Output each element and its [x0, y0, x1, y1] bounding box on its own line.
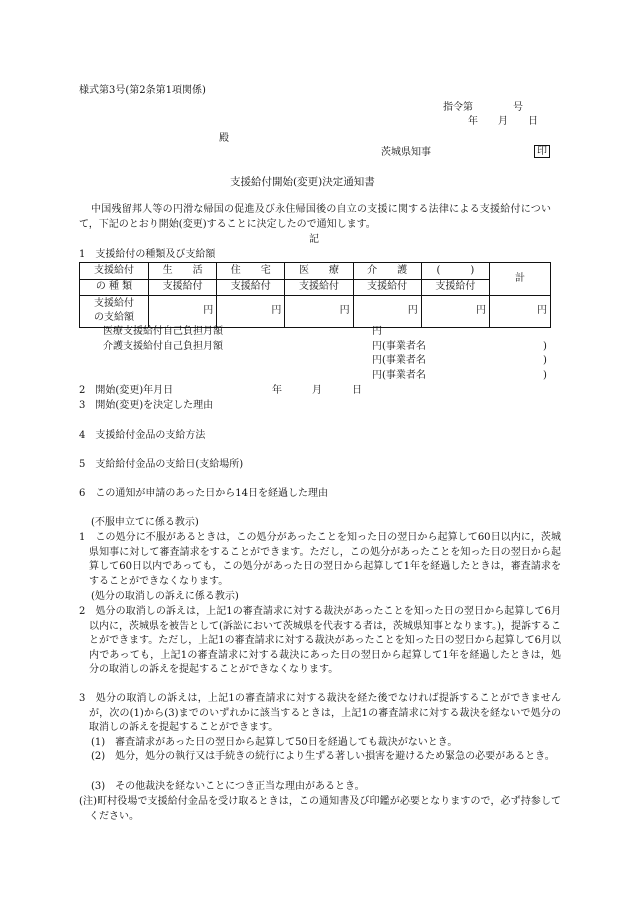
table-header-row [80, 280, 551, 296]
medical-copay-label: 医療支援給付自己負担月額 [103, 326, 223, 337]
close-paren-3: ) [543, 370, 547, 381]
lawsuit-paragraph-3: 3 処分の取消しの訴えは，上記1の審査請求に対する裁決を経た後でなければ提訴することができませんが，次の(1)から(3)までのいずれかに該当するときは，上記1の審査請求に対する裁決を経ないで処分の取消しの訴えを提起することができます。 [79, 693, 561, 733]
page-title: 支援給付開始(変更)決定通知書 [230, 176, 375, 188]
table-row [80, 295, 551, 327]
seal-mark [534, 145, 550, 160]
col-other-bottom: 支援給付 [421, 280, 489, 296]
amount-total: 円 [490, 295, 551, 327]
issue-date: 年 月 日 [468, 116, 538, 127]
medical-copay-yen: 円 [372, 326, 382, 337]
col-care-top: 介 護 [353, 263, 421, 280]
total-header: 計 [490, 263, 551, 296]
benefit-table [79, 262, 551, 328]
form-number: 様式第3号(第2条第1項関係) [79, 85, 206, 96]
care-copay-operator-3: 円(事業者名 [372, 370, 426, 381]
col-housing-bottom: 支援給付 [217, 280, 285, 296]
table-header-row [80, 263, 551, 280]
amount-header: 支援給付 の支給額 [80, 295, 149, 327]
intro-paragraph: 中国残留邦人等の円滑な帰国の促進及び永住帰国後の自立の支援に関する法律による支援給付について，下記のとおり開始(変更)することに決定したので通知します。 [79, 204, 551, 230]
addressee-suffix: 殿 [219, 133, 229, 144]
section-1-heading: 1 支援給付の種類及び支給額 [79, 249, 216, 260]
col-care-bottom: 支援給付 [353, 280, 421, 296]
col-housing-top: 住 宅 [217, 263, 285, 280]
col-living-bottom: 支援給付 [149, 280, 217, 296]
governor-name: 茨城県知事 [381, 147, 431, 158]
col-medical-bottom: 支援給付 [285, 280, 353, 296]
lawsuit-paragraph-2: 2 処分の取消しの訴えは，上記1の審査請求に対する裁決があったことを知った日の翌日から起算して6月以内に，茨城県を被告として(訴訟において茨城県を代表する者は，茨城県知事となります。)，提訴することができます。ただし，上記1の審査請求に対する裁決があったことを知った日の翌日から起算して6月以内であっても，上記1の審査請求に対する裁決にあった日の翌日から起算して1年を経過したときは，処分の取消しの訴えを提起することができなくなります。 [79, 606, 562, 675]
section-2-date: 年 月 日 [272, 385, 362, 396]
amount-care: 円 [353, 295, 421, 327]
close-paren-1: ) [543, 341, 547, 352]
section-2-heading: 2 開始(変更)年月日 [79, 385, 174, 396]
condition-1: (1) 審査請求があった日の翌日から起算して50日を経過しても裁決がないとき。 [91, 737, 458, 748]
col-medical-top: 医 療 [285, 263, 353, 280]
close-paren-2: ) [543, 355, 547, 366]
amount-housing: 円 [217, 295, 285, 327]
directive-number: 指令第 号 [443, 102, 523, 113]
kind-header-bottom: の 種 類 [80, 280, 149, 296]
amount-medical: 円 [285, 295, 353, 327]
lawsuit-title: (処分の取消しの訴えに係る教示) [91, 591, 239, 602]
seal-icon: 印 [534, 145, 550, 158]
condition-3: (3) その他裁決を経ないことにつき正当な理由があるとき。 [91, 781, 365, 792]
section-6-heading: 6 この通知が申請のあった日から14日を経過した理由 [79, 488, 328, 499]
appeal-paragraph-1: 1 この処分に不服があるときは，この処分があったことを知った日の翌日から起算して60日以内に，茨城県知事に対して審査請求をすることができます。ただし，この処分があったことを知った日の翌日から起算して60日以内であっても，この処分があった日の翌日から起算して1年を経過したときは，審査請求をすることができなくなります。 [79, 532, 561, 587]
ki-heading: 記 [309, 234, 319, 245]
section-3-heading: 3 開始(変更)を決定した理由 [79, 400, 214, 411]
condition-2: (2) 処分，処分の執行又は手続きの続行により生ずる著しい損害を避けるため緊急の必要があるとき。 [91, 751, 555, 762]
care-copay-operator-1: 円(事業者名 [372, 341, 426, 352]
appeal-title: (不服申立てに係る教示) [91, 517, 199, 528]
col-living-top: 生 活 [149, 263, 217, 280]
section-4-heading: 4 支援給付金品の支給方法 [79, 430, 206, 441]
footnote: (注)町村役場で支援給付金品を受け取るときは，この通知書及び印鑑が必要となりますので，必ず持参してください。 [79, 796, 561, 822]
col-other-top: ( ) [421, 263, 489, 280]
care-copay-label: 介護支援給付自己負担月額 [103, 341, 223, 352]
amount-other: 円 [421, 295, 489, 327]
section-5-heading: 5 支給給付金品の支給日(支給場所) [79, 459, 244, 470]
care-copay-operator-2: 円(事業者名 [372, 355, 426, 366]
amount-living: 円 [149, 295, 217, 327]
kind-header-top: 支援給付 [80, 263, 149, 280]
